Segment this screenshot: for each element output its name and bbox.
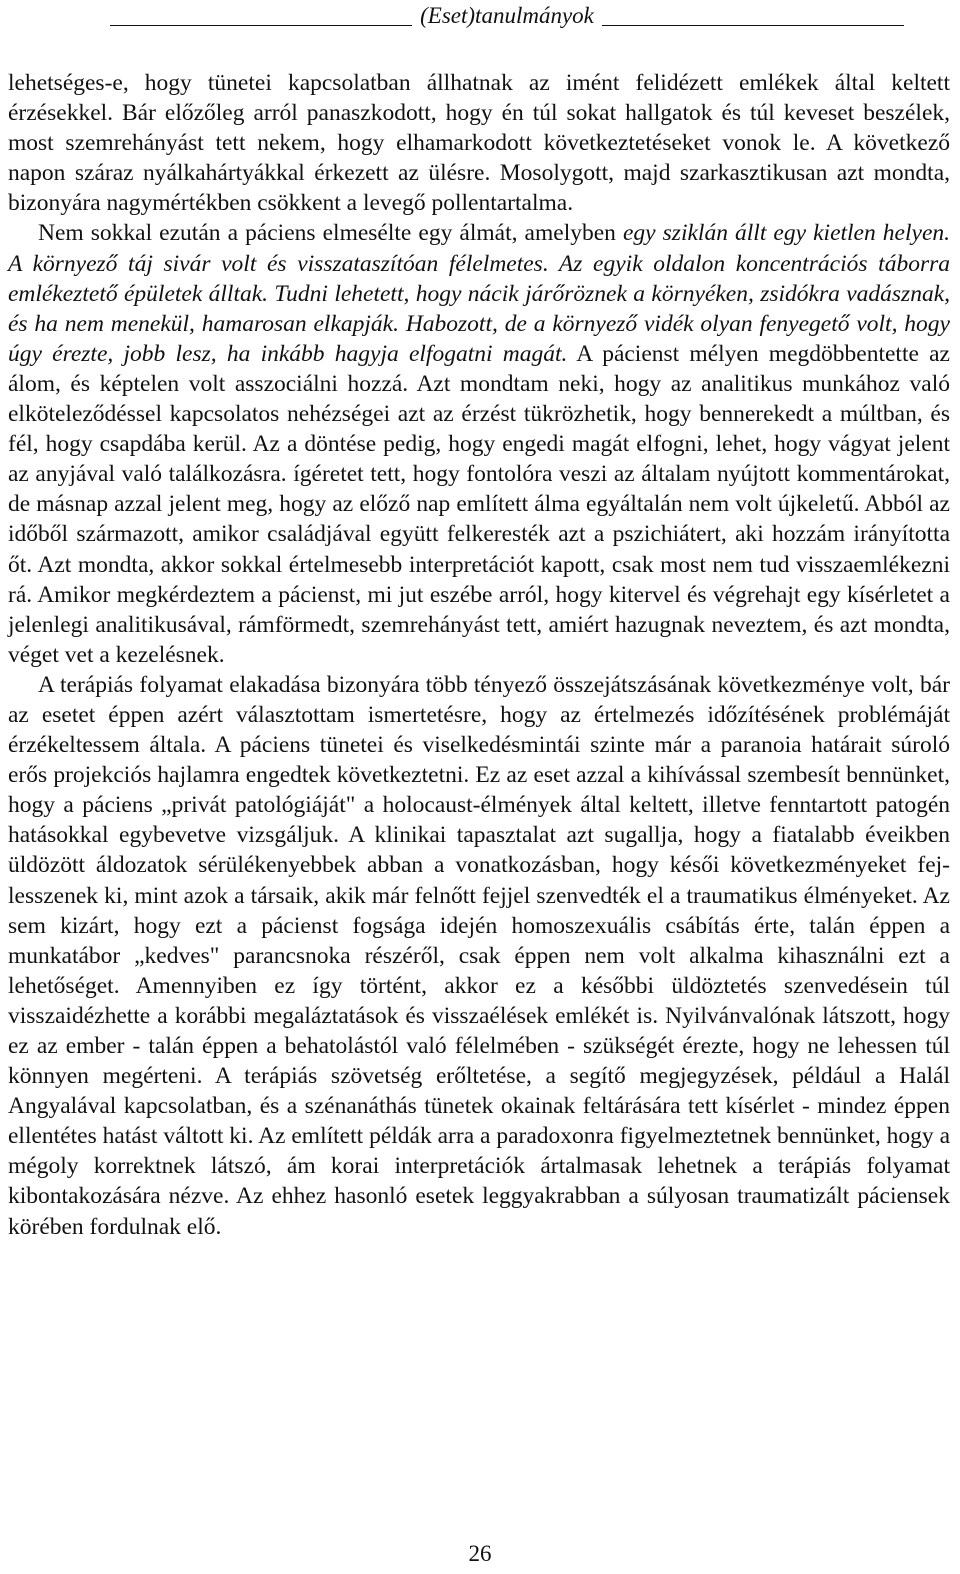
paragraph-1 — [8, 68, 950, 218]
paragraph-1-text: lehetséges-e, hogy tünetei kapcsolatban állhatnak az imént felidézett emlékek által keltett érzésekkel. Bár előzőleg arról panaszkodott, hogy én túl sokat hallgatok és túl keveset beszélek, most szemrehányást tett nekem, hogy elhamarkodott következtetéseket vonok le. A következő napon száraz nyálkahártyákkal érkezett az ülésre. Mosolygott, majd szarkasztikusan azt mondta, bizonyára nagymértékben csökkent a levegő pollentartalma. — [8, 70, 950, 217]
paragraph-3-text: A terápiás folyamat elakadása bizonyára több tényező összejátszásának következménye volt, bár az esetet éppen azért választottam ismertetésre, hogy az értelmezés időzítésének problémáját érzékeltessem általa. A páciens tünetei és viselkedésmintái szinte már a paranoia határait súroló erős projekciós hajlamra engedtek következtetni. Ez az eset azzal a kihívással szembesít bennünket, hogy a páciens „privát patológiáját" a holocaust-élmények által keltett, illetve fenntartott patogén hatásokkal egybevetve vizsgáljuk. A klinikai tapasztalat azt sugallja, hogy a fiatalabb éveikben üldözött áldozatok sérülékenyebbek abban a vonatkozásban, hogy késői következményeket fejlesszenek ki, mint azok a társaik, akik már felnőtt fejjel szenvedték el a traumatikus élményeket. Az sem kizárt, hogy ezt a pácienst fogsága idején homoszexuális csábítás érte, talán éppen a munkatábor „kedves" parancsnoka részéről, csak éppen nem volt alkalma kihasználni ezt a lehetőséget. Amennyiben ez így történt, akkor ez a későbbi üldöztetés szenvedésein túl visszaidézhette a korábbi megaláztatások és visszaélések emlékét is. Nyilvánvalónak látszott, hogy ez az ember - talán éppen a behatolástól való félelmében - szükségét érezte, hogy ne lehessen túl könnyen megérteni. A terápiás szövetség erőltetése, a segítő megjegyzések, például a Halál Angyalával kapcsolatban, és a szénanáthás tünetek okainak feltárására tett kísérlet - mindez éppen ellentétes hatást váltott ki. Az említett példák arra a paradoxonra figyelmeztetnek bennünket, hogy a mégoly korrektnek látszó, ám korai interpretációk ártalmasak lehetnek a terápiás folyamat kibontakozására nézve. Az ehhez hasonló esetek leggyakrabban a súlyosan traumatizált páciensek körében fordulnak elő. — [8, 671, 950, 1240]
header-rule-left — [110, 25, 412, 26]
paragraph-2-dream-quote: egy sziklán állt egy kietlen helyen. A környező táj sivár volt és visszataszítóan félelmetes. Az egyik oldalon koncentrációs táborra emlékeztető épületek álltak. Tudni lehetett, hogy nácik járőröznek a környéken, zsidókra vadásznak, és ha nem menekül, hamarosan elkapják. Habozott, de a környező vidék olyan fenyegető volt, hogy úgy érezte, jobb lesz, ha inkább hagyja elfogatni magát. — [8, 220, 950, 367]
paragraph-3 — [8, 670, 950, 1242]
paragraph-2-text-intro: Nem sokkal ezután a páciens elmesélte egy álmát, amelyben — [38, 220, 623, 247]
paragraph-2 — [8, 218, 950, 669]
paragraph-2-text-rest: A pácienst mélyen megdöbbentette az álom, és képtelen volt asszociálni hozzá. Azt mondtam neki, hogy az analitikus munkához való elköteleződéssel kapcsolatos nehézségei azt az érzést tükrözhetik, hogy bennerekedt a múltban, és fél, hogy csapdába kerül. Az a döntése pedig, hogy engedi magát elfogni, lehet, hogy vágyat jelent az anyjával való találkozásra. ígéretet tett, hogy fontolóra veszi az általam nyújtott kommentárokat, de másnap azzal jelent meg, hogy az előző nap említett álma egyáltalán nem volt újkeletű. Abból az időből származott, amikor családjával együtt felkeresték azt a pszichiátert, aki hozzám irányította őt. Azt mondta, akkor sokkal értelmesebb interpretációt kapott, csak most nem tud visszaemlékezni rá. Amikor megkérdeztem a pácienst, mi jut eszébe arról, hogy kitervel és végrehajt egy kísérletet a jelenlegi analitikusával, rámförmedt, szemrehányást tett, amiért hazugnak neveztem, és azt mondta, véget vet a kezelésnek. — [8, 340, 950, 668]
header-rule-right — [602, 25, 904, 26]
running-header — [110, 2, 904, 30]
page-number: 26 — [468, 1541, 492, 1566]
header-title: (Eset)tanulmányok — [420, 3, 594, 28]
body-text — [8, 68, 950, 1242]
